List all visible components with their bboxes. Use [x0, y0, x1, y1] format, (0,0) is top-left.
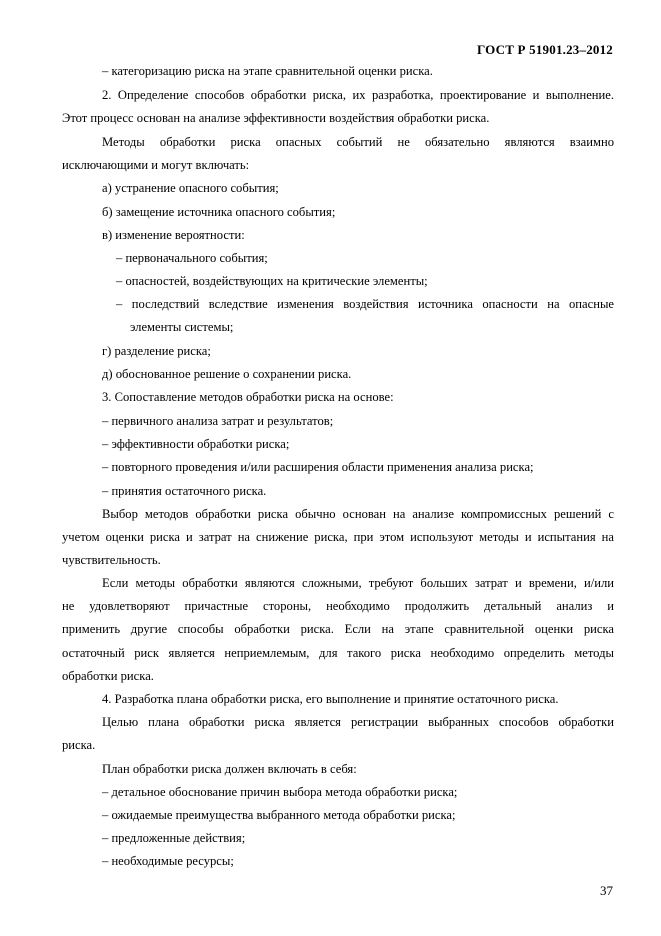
text-line: Если методы обработки являются сложными, требуют больших затрат и времени, и/или — [102, 576, 614, 590]
text-line: учетом оценки риска и затрат на снижение риска, при этом используют методы и испытания на — [62, 530, 614, 544]
text-line: Выбор методов обработки риска обычно основан на анализе компромиссных решений с — [102, 507, 614, 521]
list-item: – последствий вследствие изменения воздействия источника опасности на опасные — [116, 297, 614, 311]
list-item: – первичного анализа затрат и результатов; — [102, 414, 334, 428]
text-line: элементы системы; — [130, 320, 234, 334]
text-line: Целью плана обработки риска является регистрации выбранных способов обработки — [102, 715, 614, 729]
list-item: д) обоснованное решение о сохранении риска. — [102, 367, 352, 381]
text-line: – категоризацию риска на этапе сравнительной оценки риска. — [102, 64, 433, 78]
list-item: а) устранение опасного события; — [102, 181, 279, 195]
text-line: обработки риска. — [62, 669, 154, 683]
list-item: г) разделение риска; — [102, 344, 211, 358]
list-item: – эффективности обработки риска; — [102, 437, 290, 451]
page-number: 37 — [600, 883, 613, 898]
text-line: остаточный риск является неприемлемым, для такого риска необходимо определить методы — [62, 646, 614, 660]
text-line: План обработки риска должен включать в себя: — [102, 762, 357, 776]
text-line: применить другие способы обработки риска. Если на этапе сравнительной оценки риска — [62, 622, 614, 636]
text-line: 4. Разработка плана обработки риска, его выполнение и принятие остаточного риска. — [102, 692, 559, 706]
text-line: Этот процесс основан на анализе эффективности воздействия обработки риска. — [62, 111, 490, 125]
text-line: исключающими и могут включать: — [62, 158, 250, 172]
list-item: – необходимые ресурсы; — [102, 854, 234, 868]
list-item: – повторного проведения и/или расширения области применения анализа риска; — [102, 460, 534, 474]
text-line: Методы обработки риска опасных событий не обязательно являются взаимно — [102, 135, 614, 149]
text-line: 3. Сопоставление методов обработки риска на основе: — [102, 390, 394, 404]
text-line: не удовлетворяют причастные стороны, необходимо продолжить детальный анализ и — [62, 599, 614, 613]
list-item: – детальное обоснование причин выбора метода обработки риска; — [102, 785, 458, 799]
list-item: – ожидаемые преимущества выбранного метода обработки риска; — [102, 808, 456, 822]
list-item: – предложенные действия; — [102, 831, 246, 845]
list-item: – принятия остаточного риска. — [102, 484, 267, 498]
document-header: ГОСТ Р 51901.23–2012 — [477, 42, 613, 57]
text-line: 2. Определение способов обработки риска, их разработка, проектирование и выполнение. — [102, 88, 614, 102]
list-item: – первоначального события; — [116, 251, 268, 265]
list-item: б) замещение источника опасного события; — [102, 205, 336, 219]
list-item: – опасностей, воздействующих на критические элементы; — [116, 274, 428, 288]
text-line: риска. — [62, 738, 96, 752]
list-item: в) изменение вероятности: — [102, 228, 245, 242]
text-line: чувствительность. — [62, 553, 161, 567]
